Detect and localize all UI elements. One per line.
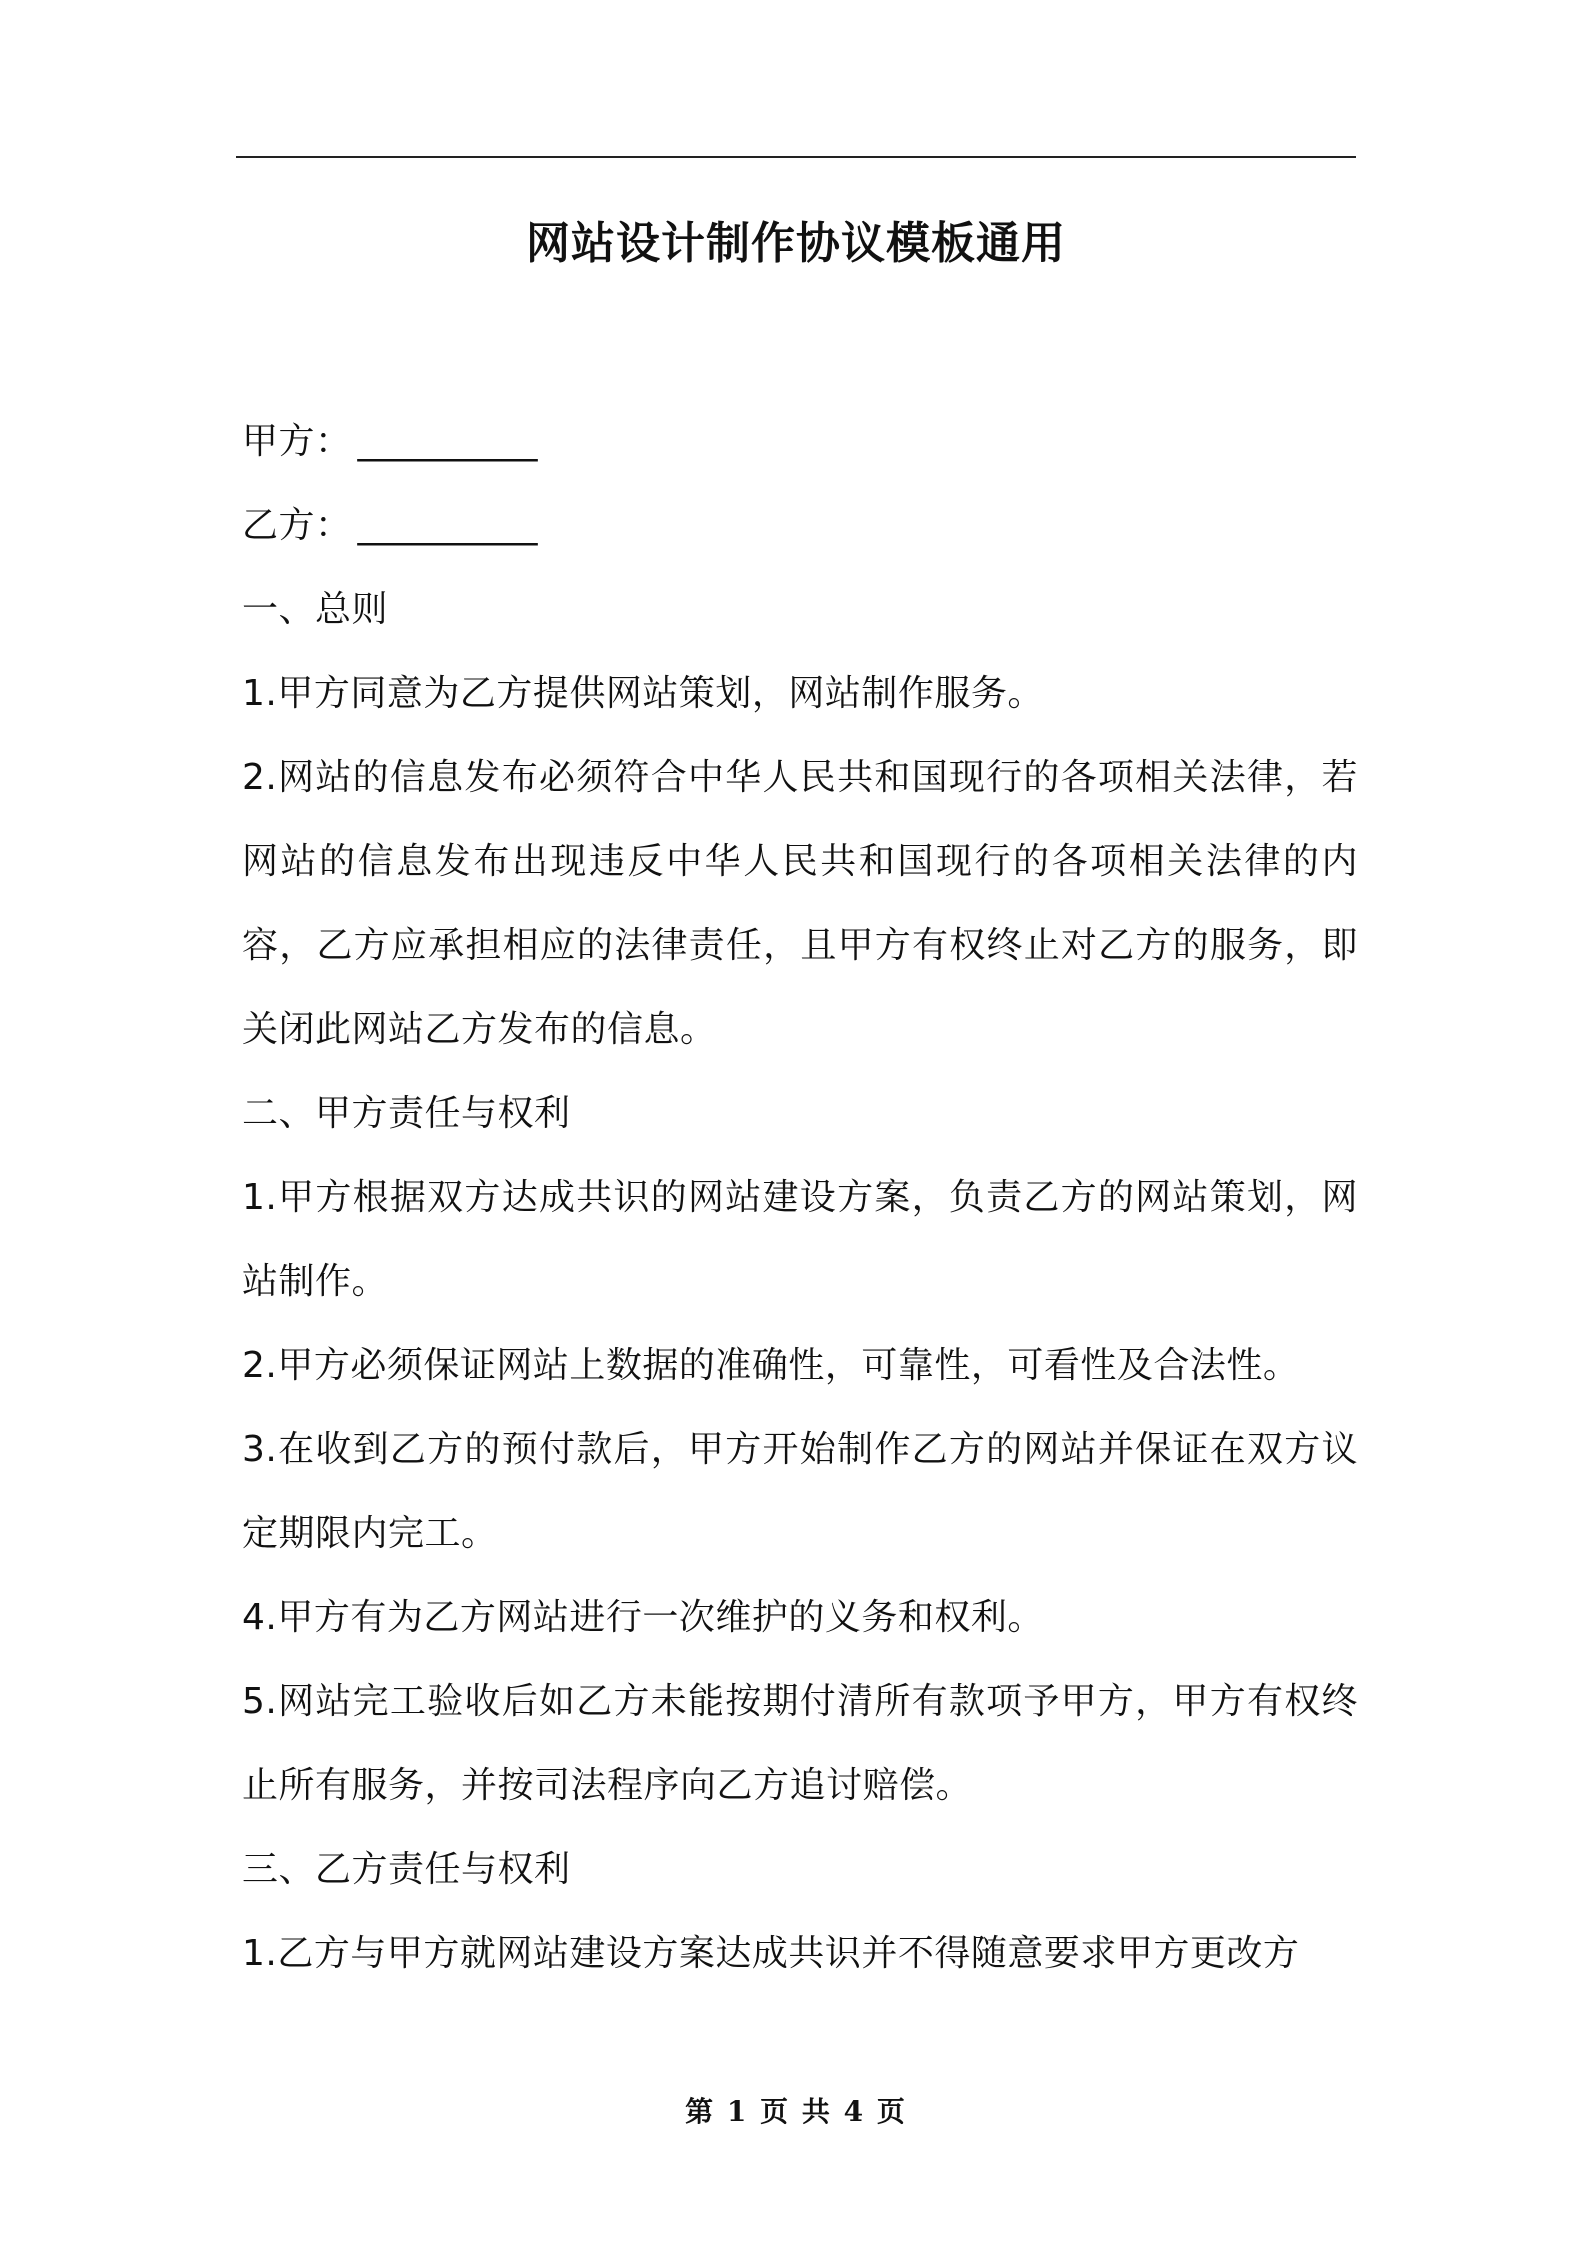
clause-paragraph: 4.甲方有为乙方网站进行一次维护的义务和权利。 [242, 1597, 1044, 1638]
clause-paragraph: 1.乙方与甲方就网站建设方案达成共识并不得随意要求甲方更改方 [242, 1933, 1300, 1974]
clause-paragraph: 3.在收到乙方的预付款后，甲方开始制作乙方的网站并保证在双方议定期限内完工。 [242, 1429, 1358, 1554]
header-rule [236, 156, 1356, 158]
document-title: 网站设计制作协议模板通用 [526, 218, 1066, 269]
party-a-blank: __________ [357, 421, 538, 462]
party-a-label: 甲方： [242, 421, 352, 462]
party-b-label: 乙方： [242, 505, 352, 546]
page-footer: 第 1 页 共 4 页 [685, 2095, 907, 2128]
party-a-line [242, 400, 1358, 484]
clause-paragraph: 1.甲方根据双方达成共识的网站建设方案，负责乙方的网站策划，网站制作。 [242, 1177, 1358, 1302]
clause-paragraph: 2.甲方必须保证网站上数据的准确性，可靠性，可看性及合法性。 [242, 1345, 1300, 1386]
section-heading: 二、甲方责任与权利 [242, 1093, 571, 1134]
section-heading: 三、乙方责任与权利 [242, 1849, 571, 1890]
clause-paragraph: 1.甲方同意为乙方提供网站策划，网站制作服务。 [242, 673, 1044, 714]
party-b-blank: __________ [357, 505, 538, 546]
clause-paragraph: 2.网站的信息发布必须符合中华人民共和国现行的各项相关法律，若网站的信息发布出现违反中华人民共和国现行的各项相关法律的内容，乙方应承担相应的法律责任，且甲方有权终止对乙方的服务，即关闭此网站乙方发布的信息。 [242, 757, 1358, 1050]
document-body [242, 400, 1358, 1996]
party-b-line [242, 484, 1358, 568]
clause-paragraph: 5.网站完工验收后如乙方未能按期付清所有款项予甲方，甲方有权终止所有服务，并按司法程序向乙方追讨赔偿。 [242, 1681, 1358, 1806]
section-heading: 一、总则 [242, 589, 389, 630]
